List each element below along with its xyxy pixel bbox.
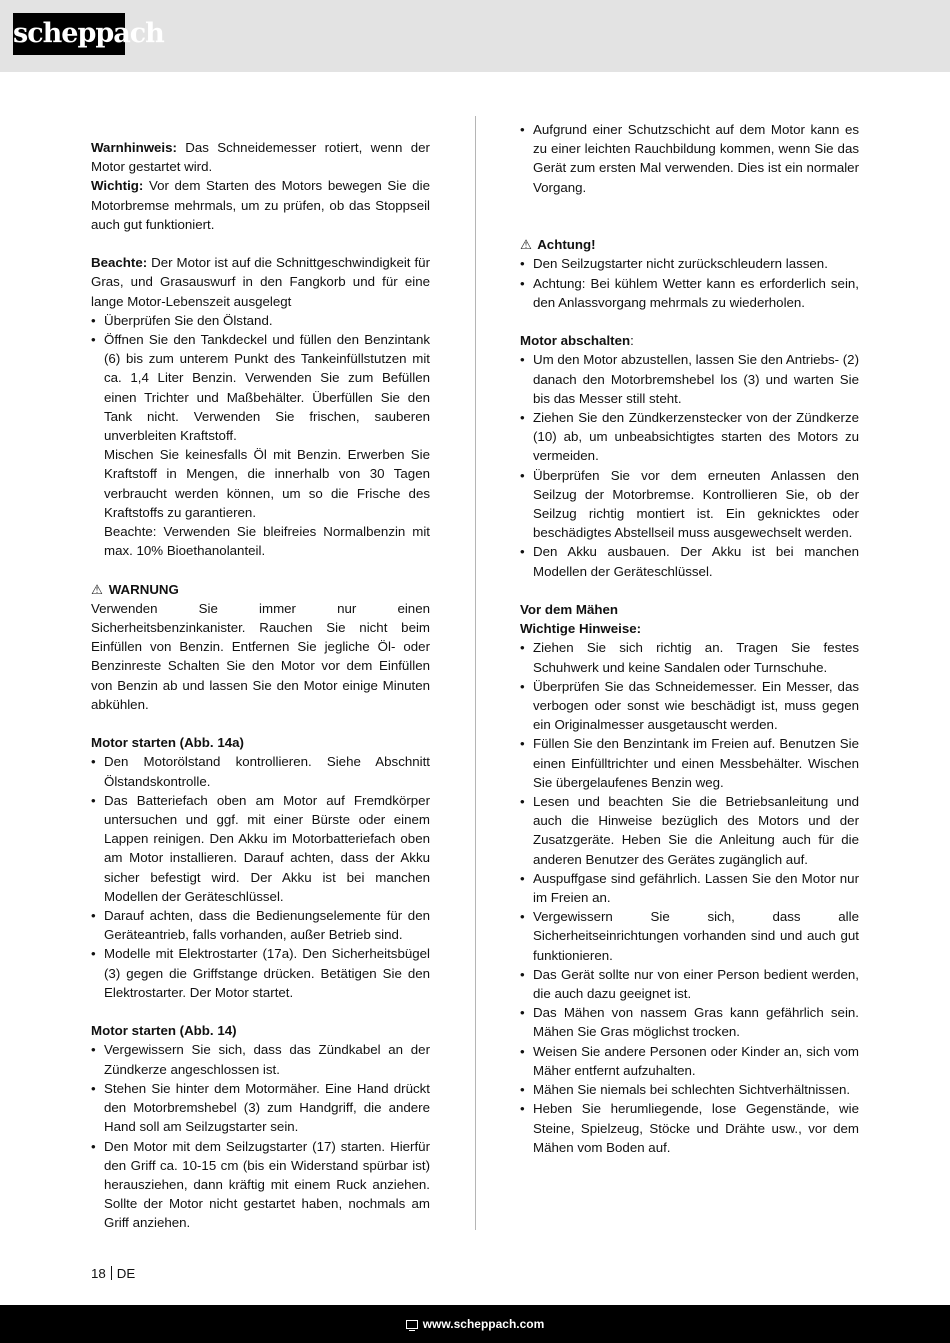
list-item: • Ziehen Sie sich richtig an. Tragen Sie festes Schuhwerk und keine Sandalen oder Turnschuhe. [520,638,859,676]
list-item: • Modelle mit Elektrostarter (17a). Den Sicherheitsbügel (3) gegen die Griffstange drücken. Betätigen Sie den Elektrostarter. Der Motor startet. [91,944,430,1002]
list-item: • Das Batteriefach oben am Motor auf Fremdkörper untersuchen und ggf. mit einer Bürste oder einem Lappen reinigen. Den Akku im Motorbatteriefach oben am Motor installieren. Darauf achten, dass der Akku sicher befestigt wird. Der Akku ist bei manchen Modellen der Geräteschlüssel. [91,791,430,906]
language-code: DE [116,1266,136,1281]
fuel-continuation: Mischen Sie keinesfalls Öl mit Benzin. Erwerben Sie Kraftstoff in Mengen, die innerhalb von 30 Tagen verbraucht werden können, um so die Frische des Kraftstoffs zu garantieren. [104,447,430,520]
list-item: • Das Mähen von nassem Gras kann gefährlich sein. Mähen Sie Gras möglichst trocken. [520,1003,859,1041]
section-subtitle-important: Wichtige Hinweise: [520,621,642,637]
warning-text: Verwenden Sie immer nur einen Sicherheitsbenzinkanister. Rauchen Sie nicht beim Einfüllen von Benzin. Entfernen Sie jegliche Öl- oder Benzinreste Schalten Sie den Motor vor dem Einfüllen von Benzin ab und lassen Sie den Motor einige Minuten abkühlen. [91,600,430,712]
warning-note [91,138,430,176]
caution-title: Achtung! [537,237,596,253]
brand-logo: scheppach [13,13,125,55]
right-column [520,120,859,1157]
start-14a-list [91,752,430,1002]
warning-triangle-icon: ⚠ [91,581,103,597]
list-item: • Vergewissern Sie sich, dass das Zündkabel an der Zündkerze angeschlossen ist. [91,1040,430,1078]
list-item: • Füllen Sie den Benzintank im Freien auf. Benutzen Sie einen Einfülltrichter und einen Messbehälter. Wischen Sie übergelaufenes Benzin weg. [520,734,859,792]
list-item: • Aufgrund einer Schutzschicht auf dem Motor kann es zu einer leichten Rauchbildung kommen, wenn Sie das Gerät zum ersten Mal verwenden. Dies ist ein normaler Vorgang. [520,120,859,197]
list-item: • Den Seilzugstarter nicht zurückschleudern lassen. [520,254,859,273]
warning-title: WARNUNG [108,581,179,597]
list-item: • Stehen Sie hinter dem Motormäher. Eine Hand drückt den Motorbremshebel (3) zum Handgriff, die andere Hand soll am Seilzugstarter sein. [91,1079,430,1137]
observe-note-text: Der Motor ist auf die Schnittgeschwindigkeit für Gras, und Grasauswurf in den Fangkorb und für eine lange Motor-Lebenszeit ausgelegt [91,255,430,309]
stop-list [520,350,859,580]
list-item: • Den Akku ausbauen. Der Akku ist bei manchen Modellen der Geräteschlüssel. [520,542,859,580]
list-item: • Überprüfen Sie den Ölstand. [91,311,430,330]
page-footer [91,1264,135,1283]
section-title-stop [520,331,859,350]
bottom-bar [0,1305,950,1343]
fuel-list [91,311,430,445]
list-item: • Auspuffgase sind gefährlich. Lassen Sie den Motor nur im Freien an. [520,869,859,907]
section-title-before-mowing: Vor dem Mähen [520,602,619,618]
column-divider [475,116,476,1230]
monitor-icon [406,1320,418,1329]
list-item: • Ziehen Sie den Zündkerzenstecker von der Zündkerze (10) ab, um unbeabsichtigtes starten des Motors zu vermeiden. [520,408,859,466]
warning-note-text: Das Schneidemesser rotiert, wenn der Motor gestartet wird. [91,140,430,175]
page-number: 18 [91,1266,106,1281]
section-title-start-14a: Motor starten (Abb. 14a) [91,735,244,751]
start-14-list [91,1040,430,1232]
caution-heading [520,235,859,254]
before-mowing-list [520,638,859,1156]
caution-list [520,254,859,312]
list-item: • Überprüfen Sie vor dem erneuten Anlassen den Seilzug der Motorbremse. Kontrollieren Sie, ob der Seilzug richtig montiert ist. Ein geknicktes oder beschädigtes Abstellseil muss ausgewechselt werden. [520,466,859,543]
important-note-text: Vor dem Starten des Motors bewegen Sie die Motorbremse mehrmals, um zu prüfen, ob das Stoppseil auch gut funktioniert. [91,178,430,232]
list-item: • Den Motorölstand kontrollieren. Siehe Abschnitt Ölstandskontrolle. [91,752,430,790]
list-item: • Weisen Sie andere Personen oder Kinder an, sich vom Mäher entfernt aufzuhalten. [520,1042,859,1080]
list-item: • Das Gerät sollte nur von einer Person bedient werden, die auch dazu geeignet ist. [520,965,859,1003]
list-item: • Öffnen Sie den Tankdeckel und füllen den Benzintank (6) bis zum unterem Punkt des Tankeinfüllstutzen mit ca. 1,4 Liter Benzin. Verwenden Sie zum Befüllen einen Trichter und Maßbehälter. Überfüllen Sie den Tank nicht. Verwenden Sie frischen, sauberen unverbleiten Kraftstoff. [91,330,430,445]
observe-note [91,253,430,311]
smoke-list [520,120,859,197]
important-note [91,176,430,234]
list-item: • Überprüfen Sie das Schneidemesser. Ein Messer, das verbogen oder sonst wie beschädigt ist, muss gegen ein Originalmesser ausgetauscht werden. [520,677,859,735]
warning-note-label: Warnhinweis: [91,140,177,155]
footer-separator [111,1266,112,1280]
observe-note-label: Beachte: [91,255,148,271]
fuel-note: Beachte: Verwenden Sie bleifreies Normalbenzin mit max. 10% Bioethanolanteil. [104,524,430,559]
list-item: • Darauf achten, dass die Bedienungselemente für den Geräteantrieb, falls vorhanden, außer Betrieb sind. [91,906,430,944]
stop-title: Motor abschalten [520,333,631,349]
list-item: • Achtung: Bei kühlem Wetter kann es erforderlich sein, den Anlassvorgang mehrmals zu wiederholen. [520,274,859,312]
important-note-label: Wichtig: [91,178,144,194]
list-item: • Heben Sie herumliegende, lose Gegenstände, wie Steine, Spielzeug, Stöcke und Drähte usw., vor dem Mähen vom Boden auf. [520,1099,859,1157]
list-item: • Vergewissern Sie sich, dass alle Sicherheitseinrichtungen vorhanden sind und auch gut funktionieren. [520,907,859,965]
stop-colon: : [630,333,634,349]
warning-heading [91,580,430,599]
list-item: • Um den Motor abzustellen, lassen Sie den Antriebs- (2) danach den Motorbremshebel los (3) und warten Sie bis das Messer still steht. [520,350,859,408]
warning-triangle-icon: ⚠ [520,237,532,253]
list-item: • Lesen und beachten Sie die Betriebsanleitung und auch die Hinweise bezüglich des Motors und der Zusatzgeräte. Heben Sie die Anleitung auch für die anderen Benutzer des Gerätes zugänglich auf. [520,792,859,869]
list-item: • Mähen Sie niemals bei schlechten Sichtverhältnissen. [520,1080,859,1099]
left-column [91,138,430,1233]
list-item: • Den Motor mit dem Seilzugstarter (17) starten. Hierfür den Griff ca. 10-15 cm (bis ein Widerstand spürbar ist) herausziehen, dann kräftig mit einem Ruck anziehen. Sollte der Motor nicht gestartet haben, nochmals am Griff anziehen. [91,1137,430,1233]
header-bar [0,0,950,72]
section-title-start-14: Motor starten (Abb. 14) [91,1023,237,1039]
website-link[interactable]: www.scheppach.com [422,1317,545,1331]
